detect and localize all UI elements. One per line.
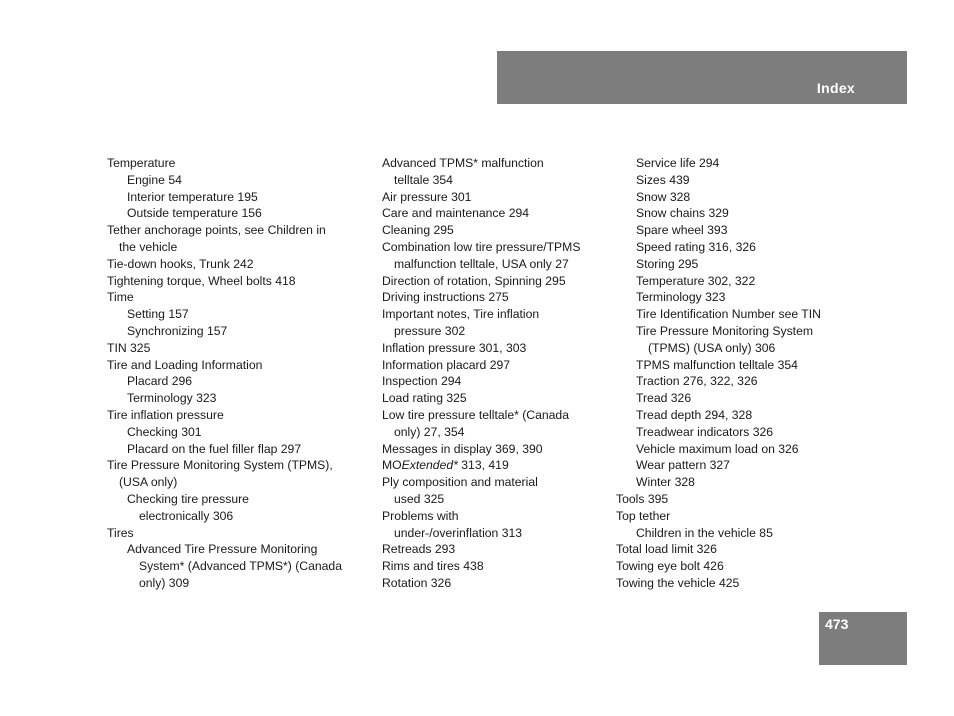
index-entry: Tire Identification Number see TIN: [636, 307, 821, 322]
index-entry: (TPMS) (USA only) 306: [648, 340, 776, 355]
index-entry: Wear pattern 327: [636, 458, 730, 473]
index-entry: Synchronizing 157: [127, 323, 228, 338]
index-entry: Rotation 326: [382, 575, 452, 590]
index-entry: Placard on the fuel filler flap 297: [127, 441, 302, 456]
index-entry: Care and maintenance 294: [382, 206, 530, 221]
index-entry: Information placard 297: [382, 357, 511, 372]
index-entry: Tools 395: [616, 491, 669, 506]
header-bar: [497, 51, 907, 104]
index-entry: Low tire pressure telltale* (Canada: [382, 407, 569, 422]
page-number-box: [819, 612, 907, 665]
index-entry: Terminology 323: [636, 290, 726, 305]
index-entry: Combination low tire pressure/TPMS: [382, 239, 581, 254]
index-entry: pressure 302: [394, 323, 466, 338]
index-entry: Inspection 294: [382, 374, 462, 389]
index-entry: Checking 301: [127, 424, 202, 439]
index-entry: Tether anchorage points, see Children in: [107, 223, 326, 238]
index-entry: Engine 54: [127, 172, 182, 187]
index-entry: Tire inflation pressure: [107, 407, 224, 422]
index-entry: Advanced Tire Pressure Monitoring: [127, 542, 318, 557]
index-entry: Important notes, Tire inflation: [382, 307, 540, 322]
index-entry: malfunction telltale, USA only 27: [394, 256, 569, 271]
index-entry: Treadwear indicators 326: [636, 424, 774, 439]
index-entry: Inflation pressure 301, 303: [382, 340, 527, 355]
index-entry: Setting 157: [127, 307, 189, 322]
index-entry: Tire Pressure Monitoring System: [636, 323, 813, 338]
index-entry: only) 309: [139, 575, 190, 590]
index-entry: used 325: [394, 491, 445, 506]
index-entry: Towing the vehicle 425: [616, 575, 740, 590]
index-entry: Tread depth 294, 328: [636, 407, 753, 422]
index-entry: Snow 328: [636, 189, 691, 204]
index-entry: Ply composition and material: [382, 475, 538, 490]
index-column-2: [382, 155, 580, 592]
index-entry: Tire and Loading Information: [107, 357, 263, 372]
index-entry: Towing eye bolt 426: [616, 559, 724, 574]
index-entry: Sizes 439: [636, 172, 690, 187]
index-entry: Placard 296: [127, 374, 193, 389]
index-entry: Retreads 293: [382, 542, 456, 557]
index-entry: Rims and tires 438: [382, 559, 484, 574]
index-entry: Spare wheel 393: [636, 223, 728, 238]
index-entry: Temperature 302, 322: [636, 273, 756, 288]
index-entry: MOExtended* 313, 419: [382, 458, 509, 473]
index-entry: Winter 328: [636, 475, 695, 490]
index-entry: Advanced TPMS* malfunction: [382, 156, 544, 170]
index-entry: Time: [107, 290, 134, 305]
index-entry: (USA only): [119, 475, 178, 490]
index-entry: Tie-down hooks, Trunk 242: [107, 256, 254, 271]
index-entry: System* (Advanced TPMS*) (Canada: [139, 559, 342, 574]
index-entry: Tread 326: [636, 391, 692, 406]
page-number: 473: [825, 616, 849, 632]
index-entry: TPMS malfunction telltale 354: [636, 357, 798, 372]
index-entry: Top tether: [616, 508, 671, 523]
index-entry: Checking tire pressure: [127, 491, 249, 506]
index-column-1: [107, 155, 342, 592]
index-entry: Snow chains 329: [636, 206, 729, 221]
index-entry: Service life 294: [636, 156, 720, 170]
index-entry: Outside temperature 156: [127, 206, 262, 221]
index-entry: Total load limit 326: [616, 542, 717, 557]
index-entry: Load rating 325: [382, 391, 467, 406]
index-entry: under-/overinflation 313: [394, 525, 523, 540]
index-entry: Traction 276, 322, 326: [636, 374, 758, 389]
index-entry: Direction of rotation, Spinning 295: [382, 273, 566, 288]
index-entry: Temperature: [107, 156, 176, 170]
index-entry: Tires: [107, 525, 134, 540]
index-entry: Vehicle maximum load on 326: [636, 441, 799, 456]
index-entry: Tightening torque, Wheel bolts 418: [107, 273, 296, 288]
index-entry: Terminology 323: [127, 391, 217, 406]
index-entry: Driving instructions 275: [382, 290, 509, 305]
index-entry: Cleaning 295: [382, 223, 454, 238]
index-entry: telltale 354: [394, 172, 453, 187]
index-entry: Interior temperature 195: [127, 189, 258, 204]
index-entry: the vehicle: [119, 239, 178, 254]
index-entry: TIN 325: [107, 340, 151, 355]
index-entry: Storing 295: [636, 256, 699, 271]
index-entry: Messages in display 369, 390: [382, 441, 543, 456]
index-entry: Air pressure 301: [382, 189, 472, 204]
index-column-3: [616, 155, 821, 592]
index-entry: electronically 306: [139, 508, 234, 523]
index-entry: Tire Pressure Monitoring System (TPMS),: [107, 458, 333, 473]
page-title: Index: [816, 80, 855, 96]
index-entry: only) 27, 354: [394, 424, 465, 439]
index-entry: Children in the vehicle 85: [636, 525, 773, 540]
index-entry: Speed rating 316, 326: [636, 239, 756, 254]
index-entry: Problems with: [382, 508, 459, 523]
